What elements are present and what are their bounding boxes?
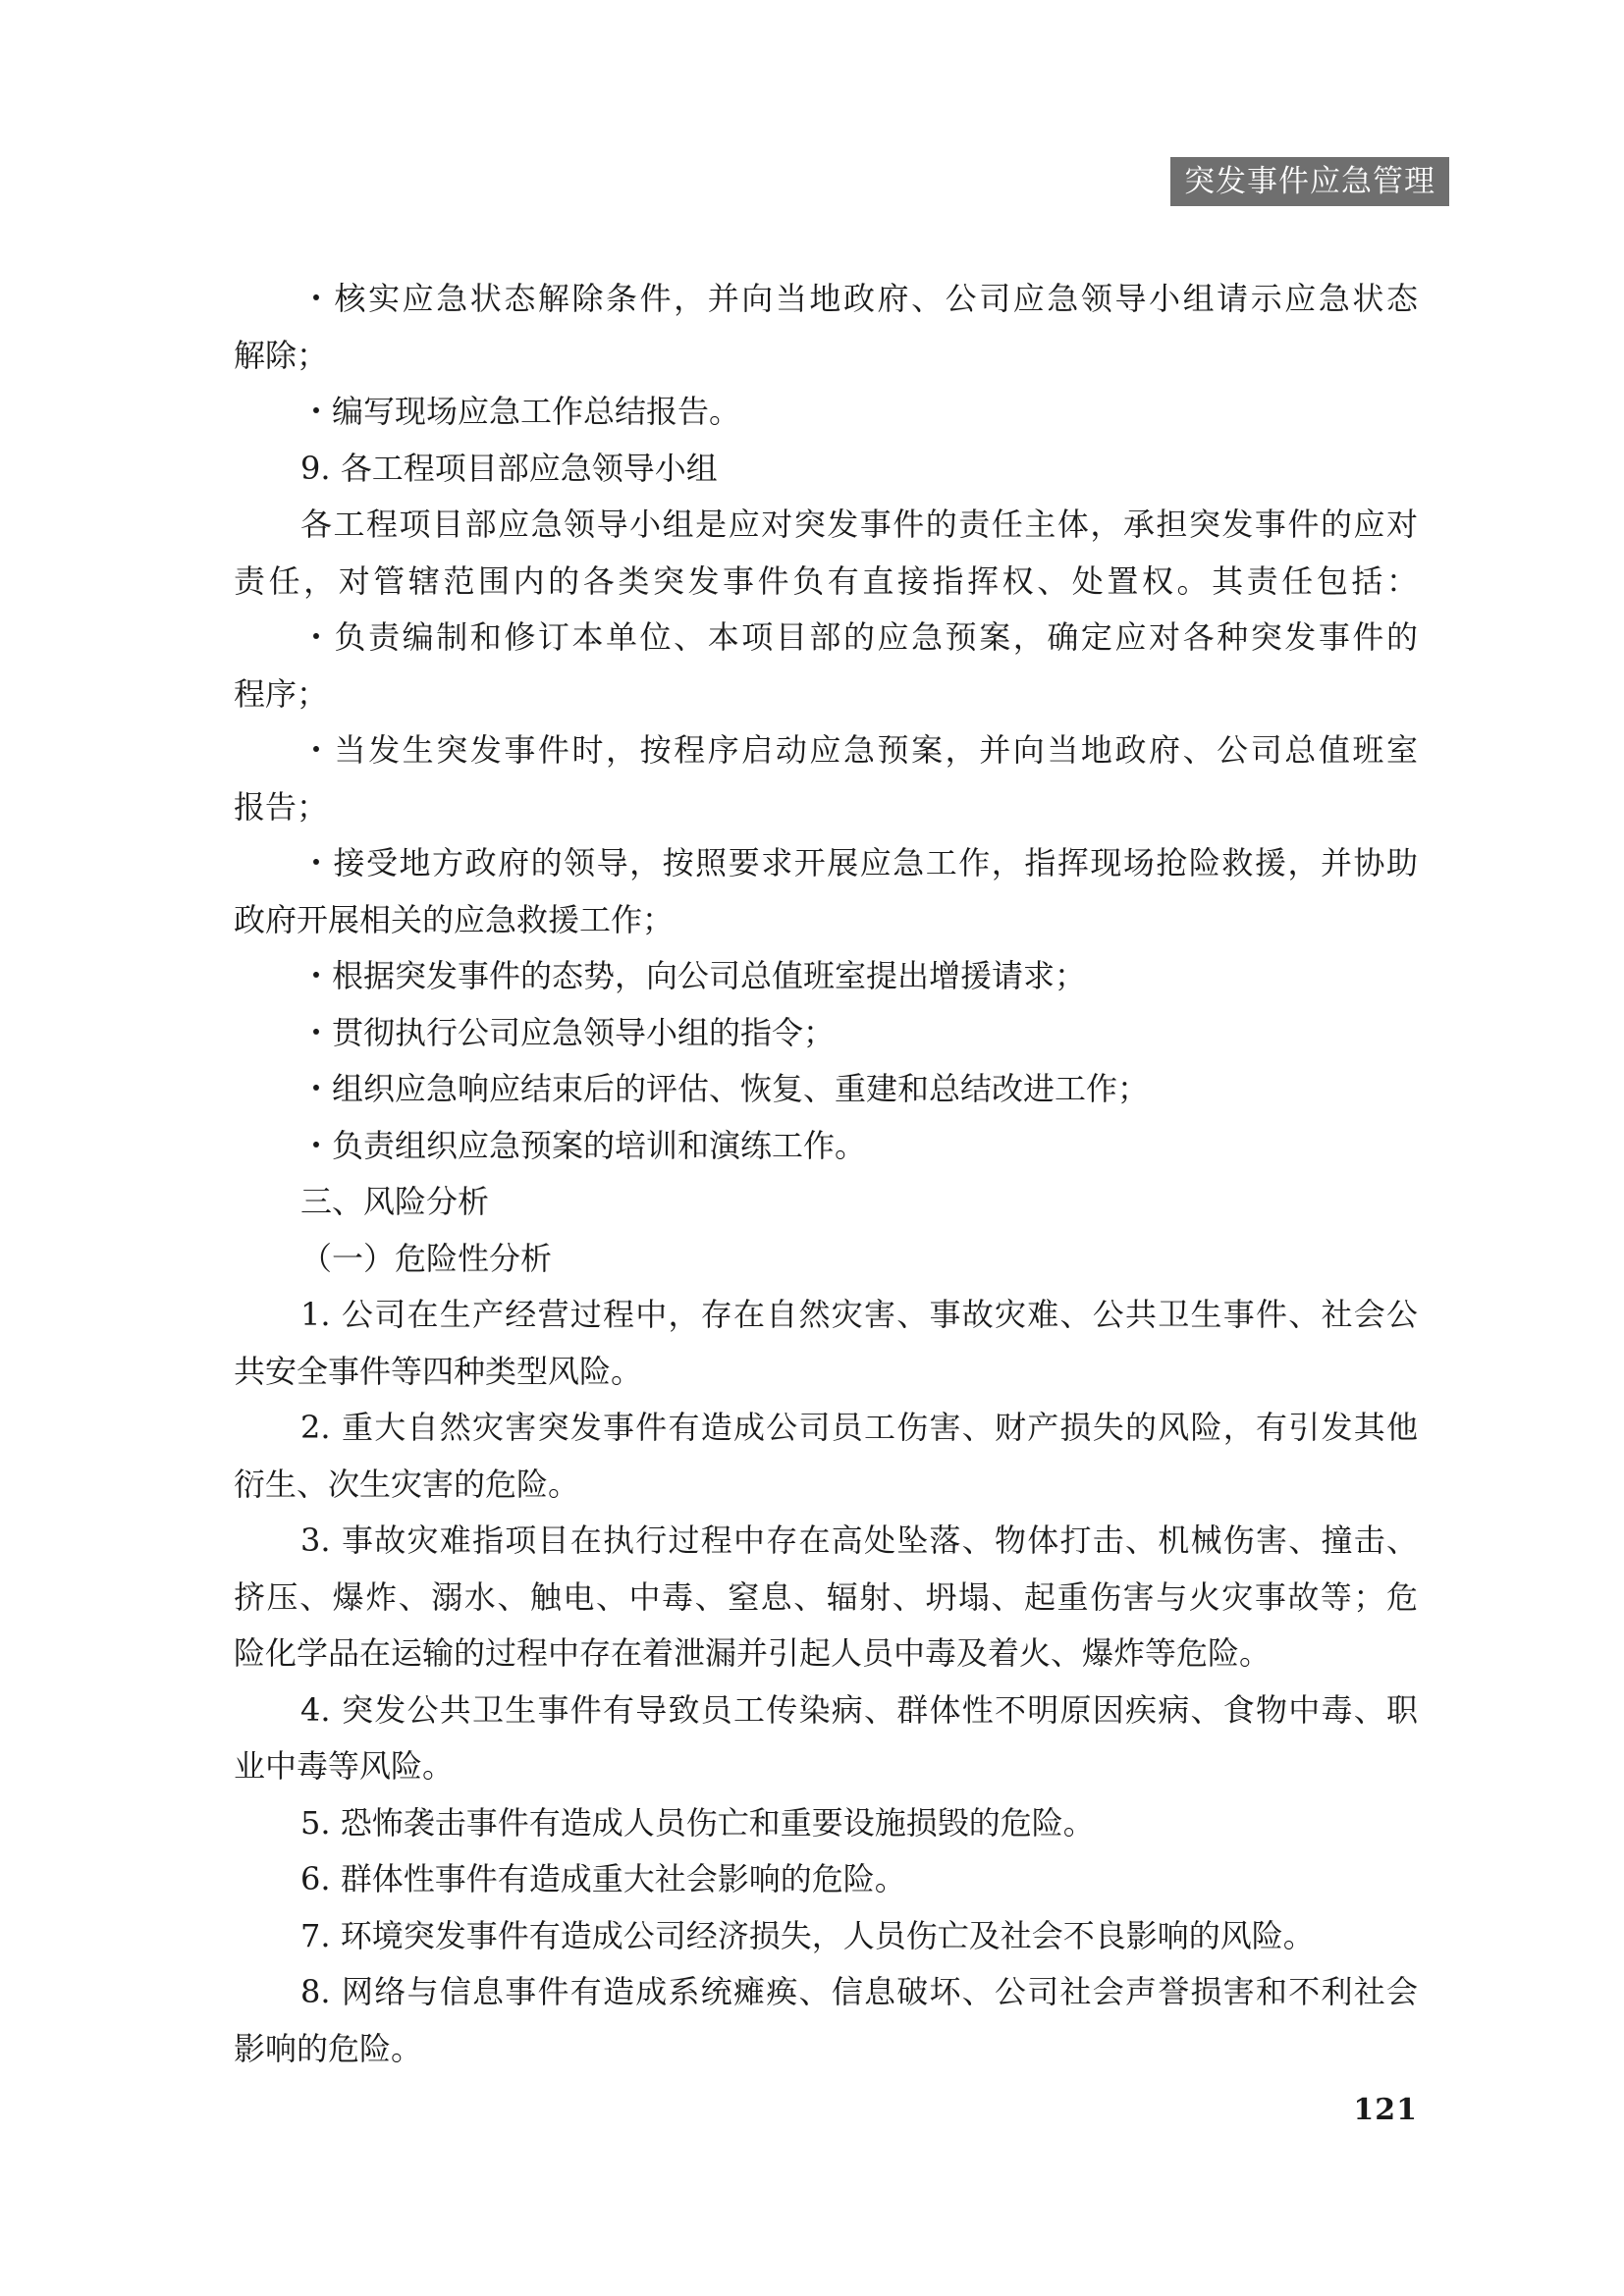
text-line: 8. 网络与信息事件有造成系统瘫痪、信息破坏、公司社会声誉损害和不利社会 <box>300 1973 1418 2010</box>
text-line: 5. 恐怖袭击事件有造成人员伤亡和重要设施损毁的危险。 <box>300 1803 1095 1842</box>
text-line: ・负责组织应急预案的培训和演练工作。 <box>300 1126 867 1164</box>
text-line: 政府开展相关的应急救援工作； <box>234 900 675 938</box>
text-line: ・贯彻执行公司应急领导小组的指令； <box>300 1013 836 1051</box>
text-line: 挤压、爆炸、溺水、触电、中毒、窒息、辐射、坍塌、起重伤害与火灾事故等；危 <box>234 1577 1418 1616</box>
text-line: 报告； <box>234 787 329 826</box>
text-line: 衍生、次生灾害的危险。 <box>234 1465 580 1503</box>
text-line: ・核实应急状态解除条件，并向当地政府、公司应急领导小组请示应急状态 <box>300 280 1418 317</box>
body-text <box>234 271 1418 2077</box>
text-line: 7. 环境突发事件有造成公司经济损失，人员伤亡及社会不良影响的风险。 <box>300 1916 1315 1954</box>
text-line: 3. 事故灾难指项目在执行过程中存在高处坠落、物体打击、机械伤害、撞击、 <box>300 1522 1418 1559</box>
text-line: ・当发生突发事件时，按程序启动应急预案，并向当地政府、公司总值班室 <box>300 731 1418 769</box>
text-line: ・接受地方政府的领导，按照要求开展应急工作，指挥现场抢险救援，并协助 <box>300 844 1418 881</box>
text-line: ・编写现场应急工作总结报告。 <box>300 393 741 430</box>
text-line: 业中毒等风险。 <box>234 1747 455 1785</box>
text-line: 2. 重大自然灾害突发事件有造成公司员工伤害、财产损失的风险，有引发其他 <box>300 1409 1418 1446</box>
text-line: 1. 公司在生产经营过程中，存在自然灾害、事故灾难、公共卫生事件、社会公 <box>300 1296 1418 1333</box>
text-line: 共安全事件等四种类型风险。 <box>234 1352 643 1390</box>
text-line: 程序； <box>234 674 329 713</box>
page-number: 121 <box>1353 2093 1418 2127</box>
text-line: ・组织应急响应结束后的评估、恢复、重建和总结改进工作； <box>300 1070 1150 1107</box>
text-line: 影响的危险。 <box>234 2029 423 2067</box>
running-header: 突发事件应急管理 <box>1170 157 1449 206</box>
text-line: 解除； <box>234 336 329 374</box>
text-line: ・根据突发事件的态势，向公司总值班室提出增援请求； <box>300 957 1087 994</box>
text-line: 4. 突发公共卫生事件有导致员工传染病、群体性不明原因疾病、食物中毒、职 <box>300 1690 1418 1729</box>
text-line: ・负责编制和修订本单位、本项目部的应急预案，确定应对各种突发事件的 <box>300 618 1418 656</box>
text-line: 责任，对管辖范围内的各类突发事件负有直接指挥权、处置权。其责任包括： <box>234 561 1418 600</box>
text-line: （一）危险性分析 <box>300 1239 553 1277</box>
text-line: 三、风险分析 <box>300 1183 490 1220</box>
text-line: 6. 群体性事件有造成重大社会影响的危险。 <box>300 1860 906 1897</box>
text-line: 9. 各工程项目部应急领导小组 <box>300 449 718 487</box>
text-line: 各工程项目部应急领导小组是应对突发事件的责任主体，承担突发事件的应对 <box>300 506 1418 543</box>
text-line: 险化学品在运输的过程中存在着泄漏并引起人员中毒及着火、爆炸等危险。 <box>234 1634 1272 1672</box>
